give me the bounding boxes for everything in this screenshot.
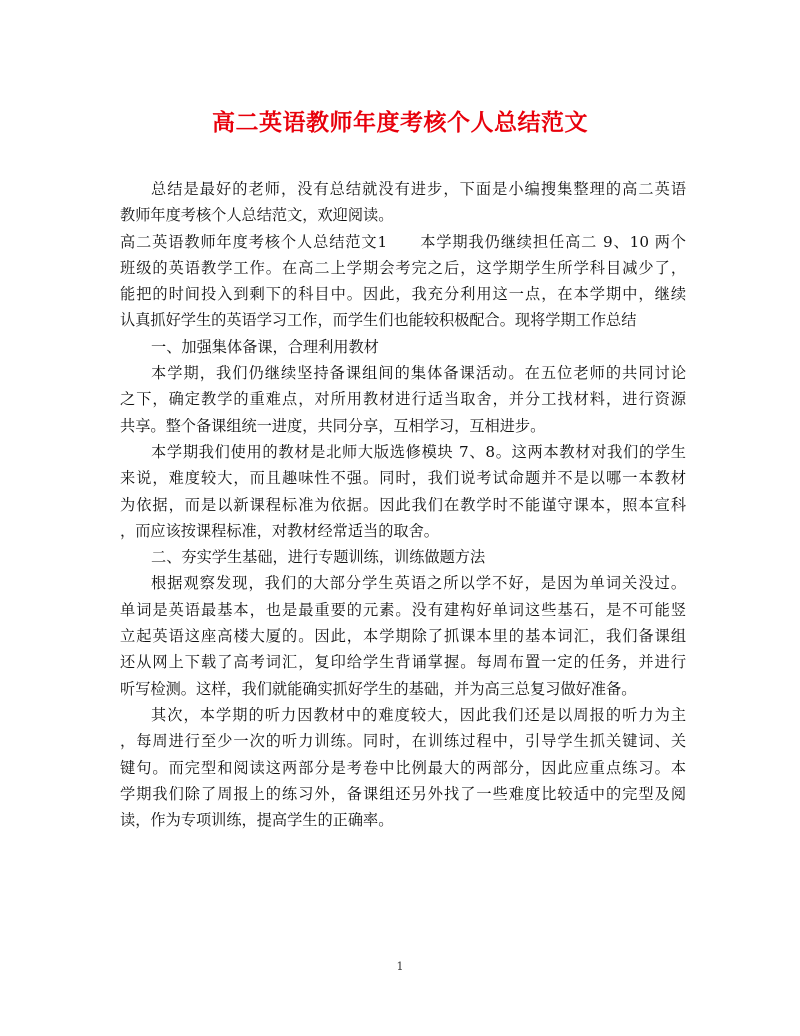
paragraph-line: 单词是英语最基本，也是最重要的元素。没有建构好单词这些基石，是不可能竖	[120, 600, 686, 619]
document-body	[120, 176, 686, 833]
section-heading: 一、加强集体备课，合理利用教材	[151, 337, 379, 356]
paragraph-line: 班级的英语教学工作。在高二上学期会考完之后，这学期学生所学科目减少了，	[120, 258, 686, 277]
paragraph-line: 还从网上下载了高考词汇，复印给学生背诵掌握。每周布置一定的任务，并进行	[120, 653, 686, 672]
page-number: 1	[396, 960, 404, 973]
paragraph-line: 听写检测。这样，我们就能确实抓好学生的基础，并为高三总复习做好准备。	[120, 679, 637, 698]
paragraph-line: ，而应该按课程标准，对教材经常适当的取舍。	[120, 521, 439, 540]
paragraph-line: 本学期我们使用的教材是北师大版选修模块 7、8。这两本教材对我们的学生	[151, 442, 686, 461]
paragraph-line: 键句。而完型和阅读这两部分是考卷中比例最大的两部分，因此应重点练习。本	[120, 758, 686, 777]
paragraph-line: 根据观察发现，我们的大部分学生英语之所以学不好，是因为单词关没过。	[151, 574, 686, 593]
paragraph-line: 来说，难度较大，而且趣味性不强。同时，我们说考试命题并不是以哪一本教材	[120, 469, 686, 488]
paragraph-line: 本学期，我们仍继续坚持备课组间的集体备课活动。在五位老师的共同讨论	[151, 364, 686, 383]
paragraph-line: 立起英语这座高楼大厦的。因此，本学期除了抓课本里的基本词汇，我们备课组	[120, 627, 686, 646]
paragraph-line: 共享。整个备课组统一进度，共同分享，互相学习，互相进步。	[120, 416, 546, 435]
paragraph-line: 之下，确定教学的重难点，对所用教材进行适当取舍，并分工找材料，进行资源	[120, 390, 686, 409]
paragraph-line: 高二英语教师年度考核个人总结范文1 本学期我仍继续担任高二 9、10 两个	[120, 232, 686, 251]
paragraph-line: 教师年度考核个人总结范文，欢迎阅读。	[120, 206, 394, 225]
paragraph-line: 读，作为专项训练，提高学生的正确率。	[120, 811, 394, 830]
paragraph-line: ，每周进行至少一次的听力训练。同时，在训练过程中，引导学生抓关键词、关	[120, 732, 686, 751]
paragraph-line: 其次，本学期的听力因教材中的难度较大，因此我们还是以周报的听力为主	[151, 705, 686, 724]
paragraph-line: 学期我们除了周报上的练习外，备课组还另外找了一些难度比较适中的完型及阅	[120, 784, 686, 803]
paragraph-line: 认真抓好学生的英语学习工作，而学生们也能较积极配合。现将学期工作总结	[120, 311, 637, 330]
paragraph-line: 为依据，而是以新课程标准为依据。因此我们在教学时不能谨守课本，照本宣科	[120, 495, 686, 514]
section-heading: 二、夯实学生基础，进行专题训练，训练做题方法	[151, 548, 486, 567]
document-title: 高二英语教师年度考核个人总结范文	[212, 109, 588, 136]
paragraph-line: 总结是最好的老师，没有总结就没有进步，下面是小编搜集整理的高二英语	[151, 180, 686, 198]
paragraph-line: 能把的时间投入到剩下的科目中。因此，我充分利用这一点，在本学期中，继续	[120, 285, 686, 304]
